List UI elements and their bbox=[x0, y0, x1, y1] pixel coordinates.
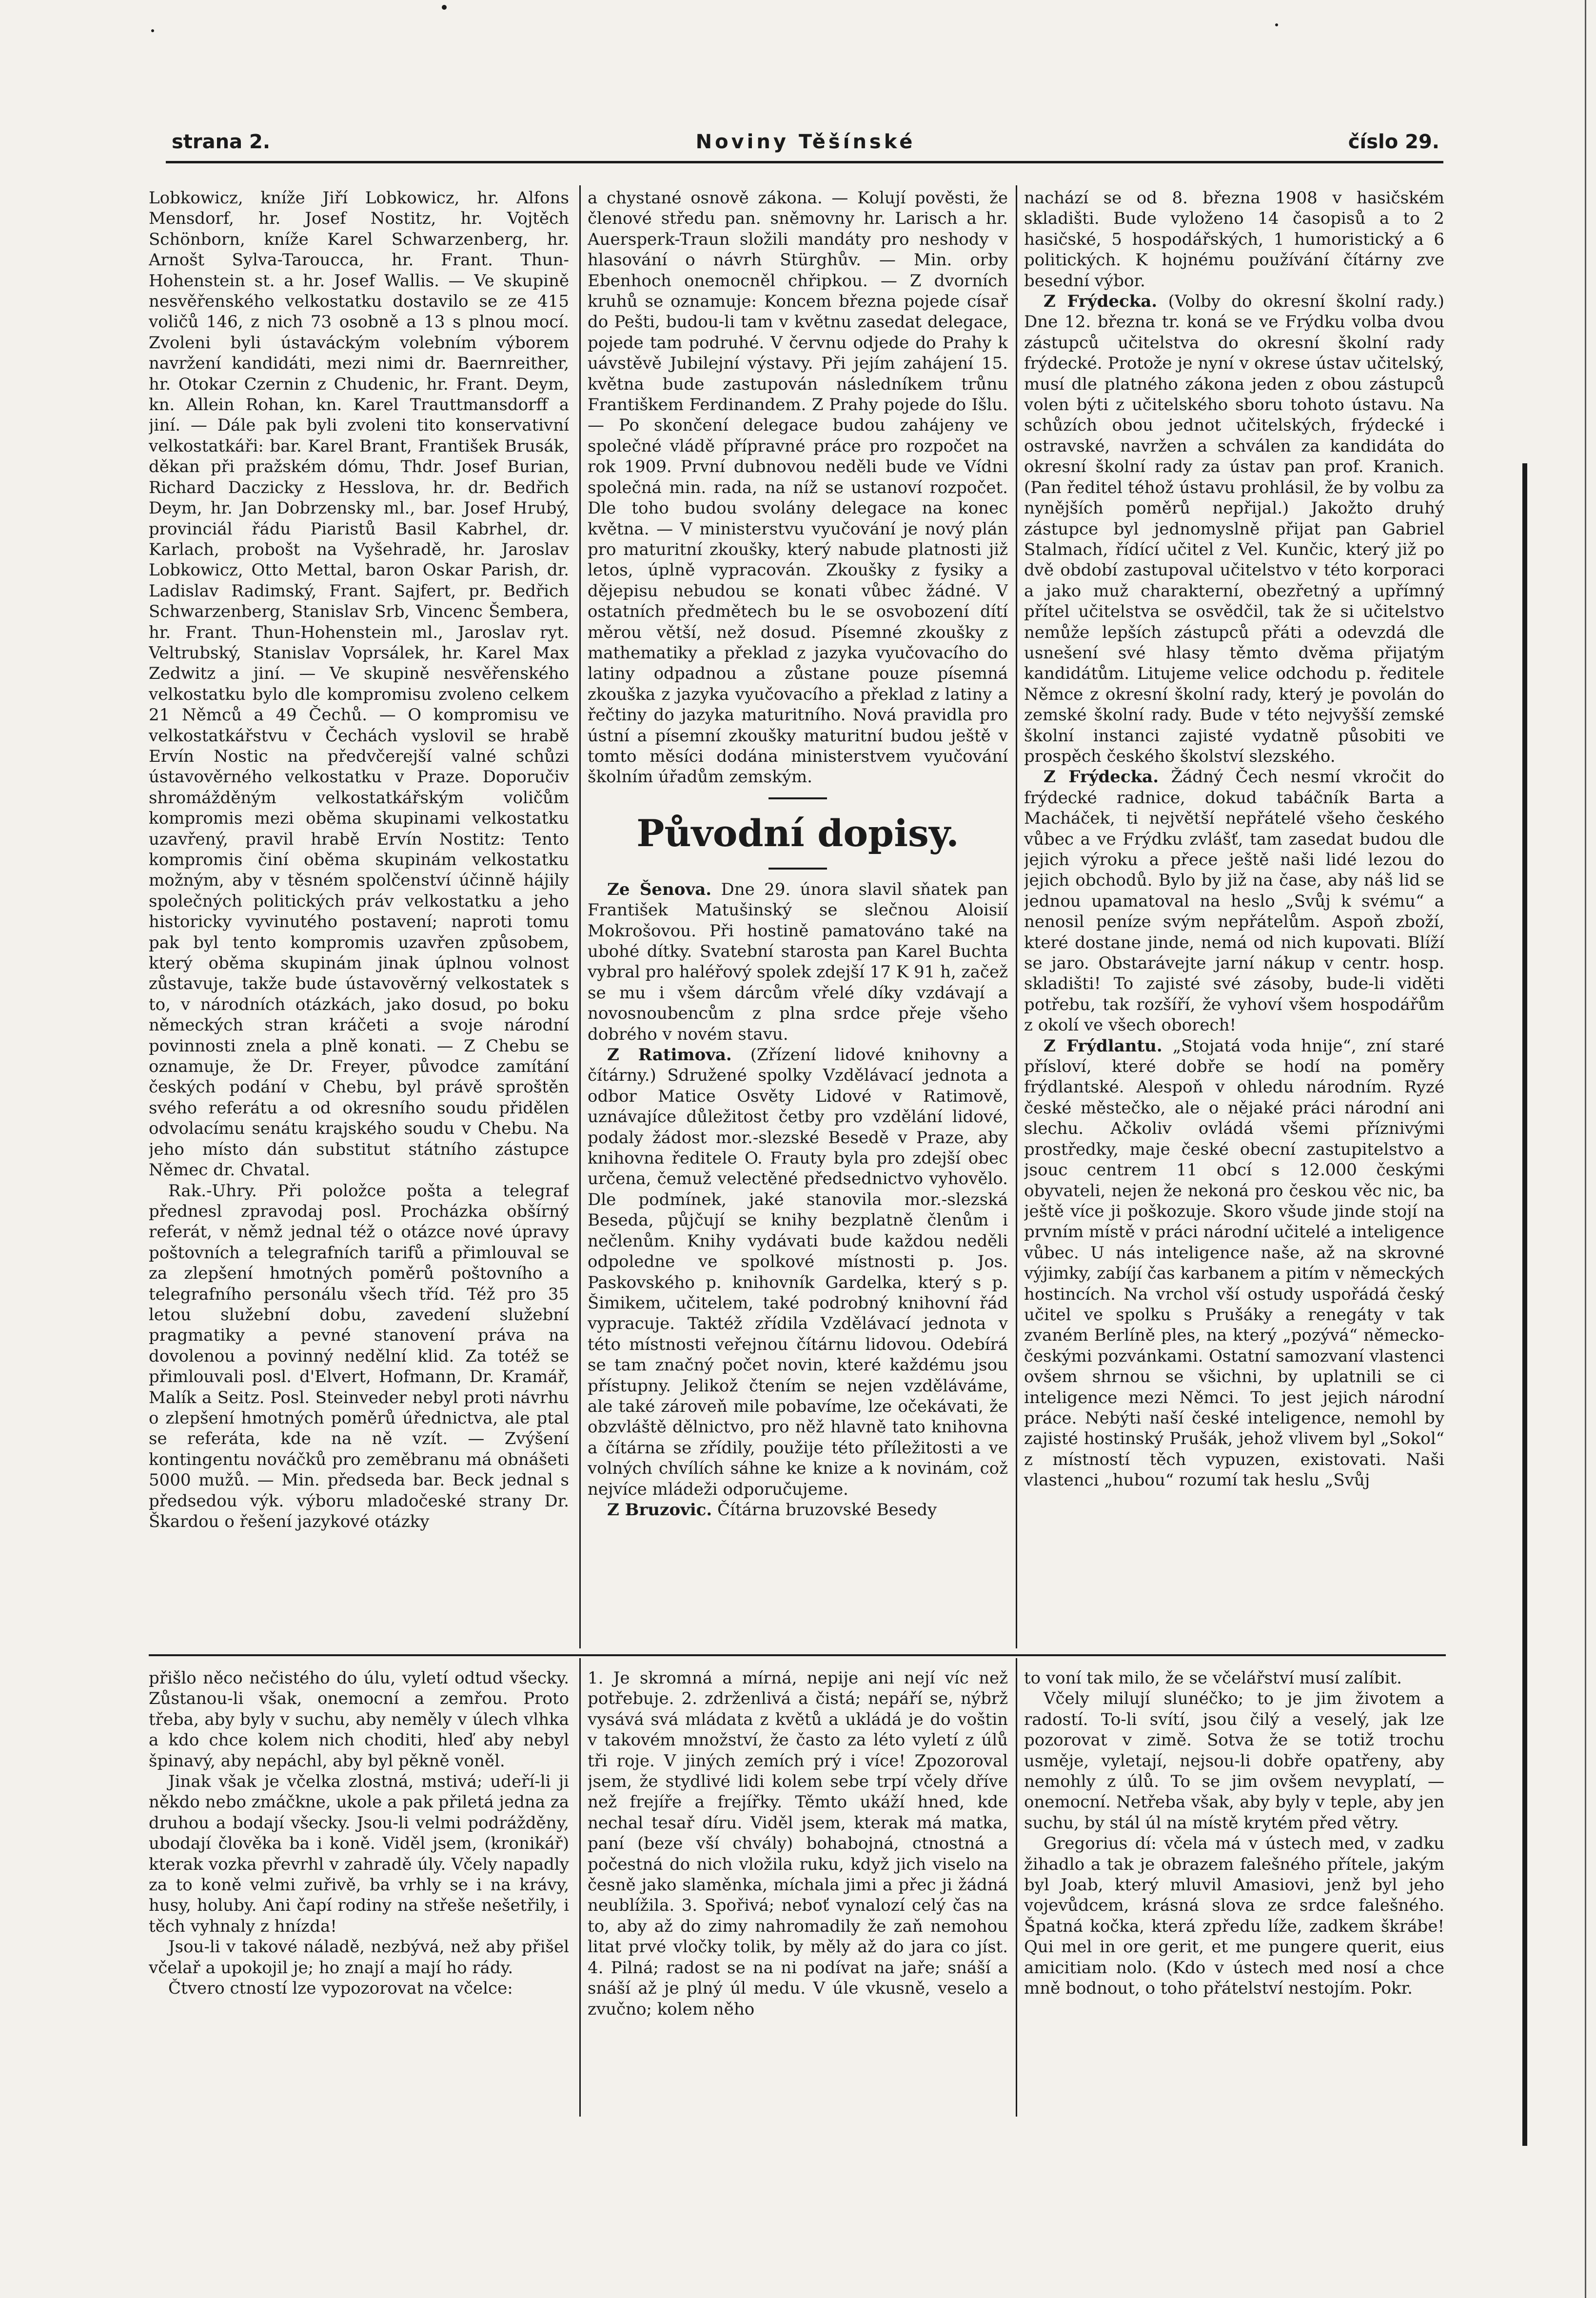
upper-column-3 bbox=[1024, 188, 1444, 1646]
letter-item bbox=[588, 1045, 1008, 1500]
letter-item bbox=[588, 1500, 1008, 1520]
print-speck bbox=[1275, 23, 1278, 26]
feuilleton-paragraph: Gregorius dí: včela má v ústech med, v zadku žihadlo a tak je obrazem falešného přítele, jakým byl Joab, který mluvil Amasiovi, jenž byl jeho vojevůdcem, krásná slova ze srdce falešného. Špatná kočka, která zpředu líže, zadkem škrábe! Qui mel in ore gerit, et me pungere querit, eius amicitiam nolo. (Kdo v ústech med nosí a chce mně bodnout, o toho přátelství nestojím. Pokr. bbox=[1024, 1834, 1444, 1999]
header-rule bbox=[166, 161, 1443, 163]
issue-number: číslo 29. bbox=[1348, 131, 1439, 153]
letter-place: Ze Šenova. bbox=[607, 879, 712, 899]
letter-text: Žádný Čech nesmí vkročit do frýdecké radnice, dokud tabáčník Barta a Macháček, ti největší nepřátelé všeho českého vůbec a ve Frýdku zvlášť, tam zasedat budou dle jejich výroku a přece ještě naši lidé lezou do jejich obchodů. Bylo by již na čase, aby náš lid se jednou upamatoval na heslo „Svůj k svému“ a nenosil peníze svým nepřátelům. Aspoň zboží, které dostane jinde, nemá od nich kupovati. Blíží se jaro. Obstarávejte jarní nákup v centr. hosp. skladišti! To zajisté své zásoby, bude-li viděti potřebu, tak rozšíří, že vyhoví všem hospodářům z okolí ve všech oborech! bbox=[1024, 767, 1444, 1035]
letter-place: Z Frýdlantu. bbox=[1044, 1036, 1163, 1056]
section-title: Původní dopisy. bbox=[636, 811, 959, 855]
print-speck bbox=[442, 5, 447, 10]
feuilleton-paragraph: Čtvero ctností lze vypozorovat na včelce: bbox=[168, 1979, 513, 1999]
scan-edge bbox=[1585, 0, 1586, 2298]
column-divider bbox=[1016, 185, 1017, 1648]
letter-place: Z Frýdecka. bbox=[1044, 292, 1158, 312]
section-separator bbox=[768, 868, 827, 870]
lower-column-2 bbox=[588, 1668, 1008, 2117]
article-paragraph: nachází se od 8. března 1908 v hasičském skladišti. Bude vyloženo 14 časopisů a to 2 hasičské, 5 hospodářských, 1 humoristický a 6 politických. K hojnému používání čítárny zve besední výbor. bbox=[1024, 188, 1444, 291]
letter-place: Z Bruzovic. bbox=[607, 1500, 712, 1520]
letter-text: (Zřízení lidové knihovny a čítárny.) Sdružené spolky Vzdělávací jednota a odbor Matice Osvěty Lidové v Ratimově, uznávajíce důležitost četby pro vzdělání lidové, podaly žádost mor.-slezské Besedě v Praze, aby knihovna ředitele O. Frauty byla pro zdejší obec určena, čemuž velectěné předsednictvo vyhovělo. Dle podmínek, jaké stanovila mor.-slezská Beseda, půjčují se knihy bezplatně členům i nečlenům. Knihy vydávati bude každou neděli odpoledne ve spolkové místnosti p. Jos. Paskovského p. knihovník Gardelka, který s p. Šimikem, učitelem, také podrobný knihovní řád vypracuje. Taktéž zřídila Vzdělávací jednota v této místnosti veřejnou čítárnu lidovou. Odebírá se tam značný počet novin, které každému jsou přístupny. Jelikož čtením se nejen vzděláváme, ale také zároveň mile pobavíme, lze očekávati, že obzvláště dělnictvo, pro něž hlavně tato knihovna a čítárna se zřídily, použije této příležitosti a ve volných chvílích sáhne ke knize a k novinám, což nejvíce mládeži odporučujeme. bbox=[588, 1045, 1008, 1499]
upper-column-1 bbox=[149, 188, 569, 1644]
letter-text: Dne 29. února slavil sňatek pan František Matušinský se slečnou Aloisií Mokrošovou. Při hostině pamatováno také na ubohé dítky. Svatební starosta pan Karel Buchta vybral pro haléřový spolek zdejší 17 K 91 h, začež se mu i všem dárcům vřelé díky vzdávají a novosnoubencům z plna srdce přeje všeho dobrého v novém stavu. bbox=[588, 879, 1008, 1044]
feuilleton-paragraph: přišlo něco nečistého do úlu, vyletí odtud všecky. Zůstanou-li však, onemocní a zemřou. Proto třeba, aby byly v suchu, aby neměly v úlech vlhka a kdo chce kolem nich choditi, hleď aby nebyl špinavý, aby nepáchl, aby byl pěkně voněl. bbox=[149, 1668, 569, 1771]
feuilleton-paragraph: Včely milují slunéčko; to je jim životem a radostí. To-li svítí, jsou čilý a veselý, jak lze pozorovat v zimě. Sotva že se totiž trochu usměje, vyletají, nejsou-li dobře opatřeny, aby nemohly z úlů. To se jim ovšem nevyplatí, — onemocní. Netřeba však, aby byly v teple, aby jen suchu, by stál úl na místě krytém před větry. bbox=[1024, 1689, 1444, 1833]
letter-place: Z Frýdecka. bbox=[1044, 767, 1159, 787]
article-paragraph: Lobkowicz, kníže Jiří Lobkowicz, hr. Alfons Mensdorf, hr. Josef Nostitz, hr. Vojtěch Schönborn, kníže Karel Schwarzenberg, hr. Arnošt Sylva-Tarouсca, hr. Frant. Thun-Hohenstein st. a hr. Josef Wallis. — Ve skupině nesvěřenského velkostatku dostavilo se ze 415 voličů 146, z nich 73 osobně a 13 s plnou mocí. Zvoleni byli ústaváckým volebním výborem navržení kandidáti, mezi nimi dr. Baernreither, hr. Otokar Czernin z Chudenic, hr. Frant. Deym, kn. Allein Rohan, kn. Karel Trauttmansdorff a jiní. — Dále pak byli zvoleni tito konservativní velkostatkáři: bar. Karel Brant, František Brusák, děkan při pražském dómu, Thdr. Josef Burian, Richard Daczicky z Hesslova, hr. dr. Bedřich Deym, hr. Jan Dobrzensky ml., bar. Josef Hrubý, provinciál řádu Piaristů Basil Kabrhel, dr. Karlach, probošt na Vyšehradě, hr. Jaroslav Lobkowicz, Otto Mettal, baron Oskar Parish, dr. Ladislav Radimský, Frant. Sajfert, pr. Bedřich Schwarzenberg, Stanislav Srb, Vincenc Šembera, hr. Frant. Thun-Hohenstein ml., Jaroslav ryt. Veltrubský, Stanislav Voprsálek, hr. Karel Max Zedwitz a jiní. — Ve skupině nesvěřenského velkostatku bylo dle kompromisu zvoleno celkem 21 Němců a 49 Čechů. — O kompromisu ve velkostatkářstvu v Čechách vyslovil se hrabě Ervín Nostic na předvčerejší valné schůzi ústavověrného velkostatku v Praze. Doporučiv shromážděným velkostatkářským voličům kompromis mezi oběma skupinami velkostatku uzavřený, pravil hrabě Ervín Nostitz: Tento kompromis činí oběma skupinám velkostatku možným, aby v těsném spolčenství účinně hájily společných politických práv velkostatku a jeho historicky vyvinutého postavení; naproti tomu pak byl tento kompromis uzavřen způsobem, který oběma skupinám jinak úplnou volnost zůstavuje, takže bude ústavověrný velkostatek s to, v národních otázkách, jako dosud, po boku německých stran kráčeti a svoje národní povinnosti znela a plně konati. — Z Chebu se oznamuje, že Dr. Freyer, původce zamítání českých podání v Chebu, byl právě sproštěn svého referátu a od okresního soudu přidělen odvolacímu senátu krajského soudu v Chebu. Na jeho místo dán substitut státního zástupce Němec dr. Chvatal. bbox=[149, 188, 569, 1180]
column-divider bbox=[579, 185, 581, 1648]
page-header bbox=[172, 131, 1439, 160]
letter-place: Z Ratimova. bbox=[607, 1045, 732, 1065]
letter-text: Čítárna bruzovské Besedy bbox=[712, 1500, 937, 1520]
feuilleton-paragraph: 1. Je skromná a mírná, nepije ani nejí víc než potřebuje. 2. zdrženlivá a čistá; nepáří se, nýbrž vysává svá mládata z květů a ukládá je do voštin v takovém množství, že často za léto vyletí z úlů tři roje. V jiných zemích prý i více! Zpozoroval jsem, že stydlivé lidi kolem sebe trpí včely dříve než frejíře a frejířky. Těmto ukáží hned, kde nechal tesař díru. Viděl jsem, kterak má matka, paní (beze vší chvály) bohabojná, ctnostná a počestná do nich vložila ruku, když jich viselo na česně jako slaměnka, míchala jimi a přec ji žádná neublížila. 3. Spořivá; neboť vynalozí celý čas na to, aby až do zimy nahromadily že zaň nemohou litat prvé vločky tolik, by měly až do jara co jíst. 4. Pilná; radost se na ni podívat na jaře; snáší a snáší až je plný úl medu. V úle vkusně, veselo a zvučno; kolem něho bbox=[588, 1668, 1008, 2019]
newspaper-title: Noviny Těšínské bbox=[695, 131, 916, 153]
feuilleton-paragraph: Jinak však je včelka zlostná, mstivá; udeří-li ji někdo nebo zmáčkne, ukole a pak přiletá jedna za druhou a bodají všecky. Jsou-li velmi podrážděny, ubodají člověka ba i koně. Viděl jsem, (kronikář) kterak vozka převrhl v zahradě úly. Včely napadly za to koně velmi zuřivě, ba vrhly se i na krávy, husy, holuby. Ani čapí rodiny na střeše nešetřily, i těch vyhnaly z hnízda! bbox=[149, 1772, 569, 1936]
lower-column-1 bbox=[149, 1668, 569, 2117]
column-divider bbox=[1016, 1658, 1017, 2117]
feuilleton-divider bbox=[149, 1654, 1446, 1656]
lower-column-3 bbox=[1024, 1668, 1444, 2117]
letter-text: (Volby do okresní školní rady.) Dne 12. března tr. koná se ve Frýdku volba dvou zástupců učitelstva do okresní školní rady frýdecké. Protože je nyní v okrese ústav učitelský, musí dle platného zákona jeden z obou zástupců volen býti z učitelského sboru tohoto ústavu. Na schůzích obou jednot učitelských, frýdecké i ostravské, navržen a schválen za kandidáta do okresní školní rady za ústav pan prof. Kranich. (Pan ředitel téhož ústavu prohlásil, že by volbu za nynějších poměrů nepřijal.) Jakožto druhý zástupce byl jednomyslně přijat pan Gabriel Stalmach, řídící učitel z Vel. Kunčic, který již po dvě období zastupoval učitelstvo v této korporaci a jako muž charakterní, obezřetný a upřímný přítel učitelstva se osvědčil, tak že si učitelstvo nemůže lepších zástupců přáti a odevzdá dle usnešení své hlasy těmto dvěma přijatým kandidátům. Litujeme velice odchodu p. ředitele Němce z okresní školní rady, který je povolán do zemské školní rady. Bude v této nejvyšší zemské školní instanci zajisté vydatně působiti ve prospěch českého školství slezského. bbox=[1024, 292, 1444, 766]
letter-item bbox=[1024, 1036, 1444, 1491]
article-paragraph: a chystané osnově zákona. — Kolují pověsti, že členové středu pan. sněmovny hr. Larisch a hr. Auersperk-Traun složili mandáty pro neshody v hlasování o návrh Stürghův. — Min. orby Ebenhoch onemocněl chřipkou. — Z dvorních kruhů se oznamuje: Koncem března pojede císař do Pešti, budou-li tam v květnu zasedat delegace, pojede tam podruhé. V červnu odjede do Prahy k uávstěvě Jubilejní výstavy. Při jejím zahájení 15. května bude zastupován následníkem trůnu Františkem Ferdinandem. Z Prahy pojede do Išlu. — Po skončení delegace budou zahájeny ve společné vládě přípravné práce pro rozpočet na rok 1909. První dubnovou neděli bude ve Vídni společná min. rada, na níž se ustanoví rozpočet. Dle toho budou svolány delegace na konec května. — V ministerstvu vyučování je nový plán pro maturitní zkoušky, který nabude platnosti již letos, úplně vypracován. Zkoušky z fysiky a dějepisu nebudou se konati vůbec žádné. V ostatních předmětech bu le se osvobození dítí měrou větší, než dosud. Písemné zkoušky z mathematiky a překlad z jazyka vyučovacího do latiny odpadnou a zůstane pouze písemná zkouška z jazyka vyučovacího a překlad z latiny a řečtiny do jazyka maturitního. Nová pravidla pro ústní a písemní zkoušky maturitní budou ještě v tomto měsíci dodána ministerstvem vyučování školním úřadům zemským. bbox=[588, 188, 1008, 787]
feuilleton-paragraph: to voní tak milo, že se včelářství musí zalíbit. bbox=[1024, 1668, 1402, 1688]
print-speck bbox=[151, 29, 154, 32]
article-paragraph: Rak.-Uhry. Při položce pošta a telegraf přednesl zpravodaj posl. Procházka obšírný referát, v němž jednal též o otázce nové úpravy poštovních a telegrafních tarifů a přimlouval se za zlepšení hmotných poměrů poštovního a telegrafního personálu všech tříd. Též pro 35 letou služební dobu, zavedení služební pragmatiky a pevné stanovení práva na dovolenou a povinný nedělní klid. Za totéž se přimlouvali posl. d'Elvert, Hofmann, Dr. Kramář, Malík a Seitz. Posl. Steinveder nebyl proti návrhu o zlepšení hmotných poměrů úřednictva, ale ptal se referáta, kde na ně vzít. — Zvýšení kontingentu nováčků pro zeměbranu má obnášeti 5000 mužů. — Min. předseda bar. Beck jednal s předsedou výk. výboru mladočeské strany Dr. Škardou o řešení jazykové otázky bbox=[149, 1181, 569, 1531]
column-divider bbox=[579, 1658, 581, 2117]
letter-text: „Stojatá voda hnije“, zní staré přísloví, které dobře se hodí na poměry frýdlantské. Alespoň v ohledu národním. Ryzé české městečko, ale o nějaké práci národní ani slechu. Ačkoliv ovládá všemi příznivými prostředky, maje české obecní zastupitelstvo a jsouc centrem 11 obcí s 12.000 českými obyvateli, nejen že nekoná pro českou věc nic, ba ještě více ji poškozuje. Skoro všude jinde stojí na prvním místě v práci národní učitelé a inteligence vůbec. U nás inteligence naše, až na skrovné výjimky, zabíjí čas karbanem a pitím v německých hostincích. Na vrchol vší ostudy uspořádá český učitel ve spolku s Prušáky a renegáty v tak zvaném Berlíně ples, na který „pozývá“ německo-českými pozvánkami. Ostatní samozvaní vlastenci ovšem shrnou se všichni, by uplatnili se ci inteligence mezi Němci. To jest jejich národní práce. Nebýti naší české inteligence, nemohl by zajisté hostinský Prušák, jehož vlivem byl „Sokol“ z místností těch vypuzen, existovati. Naši vlastenci „hubou“ rozumí tak heslu „Svůj bbox=[1024, 1036, 1444, 1490]
section-separator bbox=[768, 797, 827, 799]
page-number: strana 2. bbox=[172, 131, 271, 153]
feuilleton-paragraph: Jsou-li v takové náladě, nezbývá, než aby přišel včelař a upokojil je; ho znají a mají ho rády. bbox=[149, 1937, 569, 1978]
letter-item bbox=[1024, 767, 1444, 1035]
upper-column-2 bbox=[588, 188, 1008, 1646]
letter-item bbox=[588, 879, 1008, 1045]
letter-item bbox=[1024, 291, 1444, 767]
binding-edge-bar bbox=[1522, 463, 1527, 2146]
